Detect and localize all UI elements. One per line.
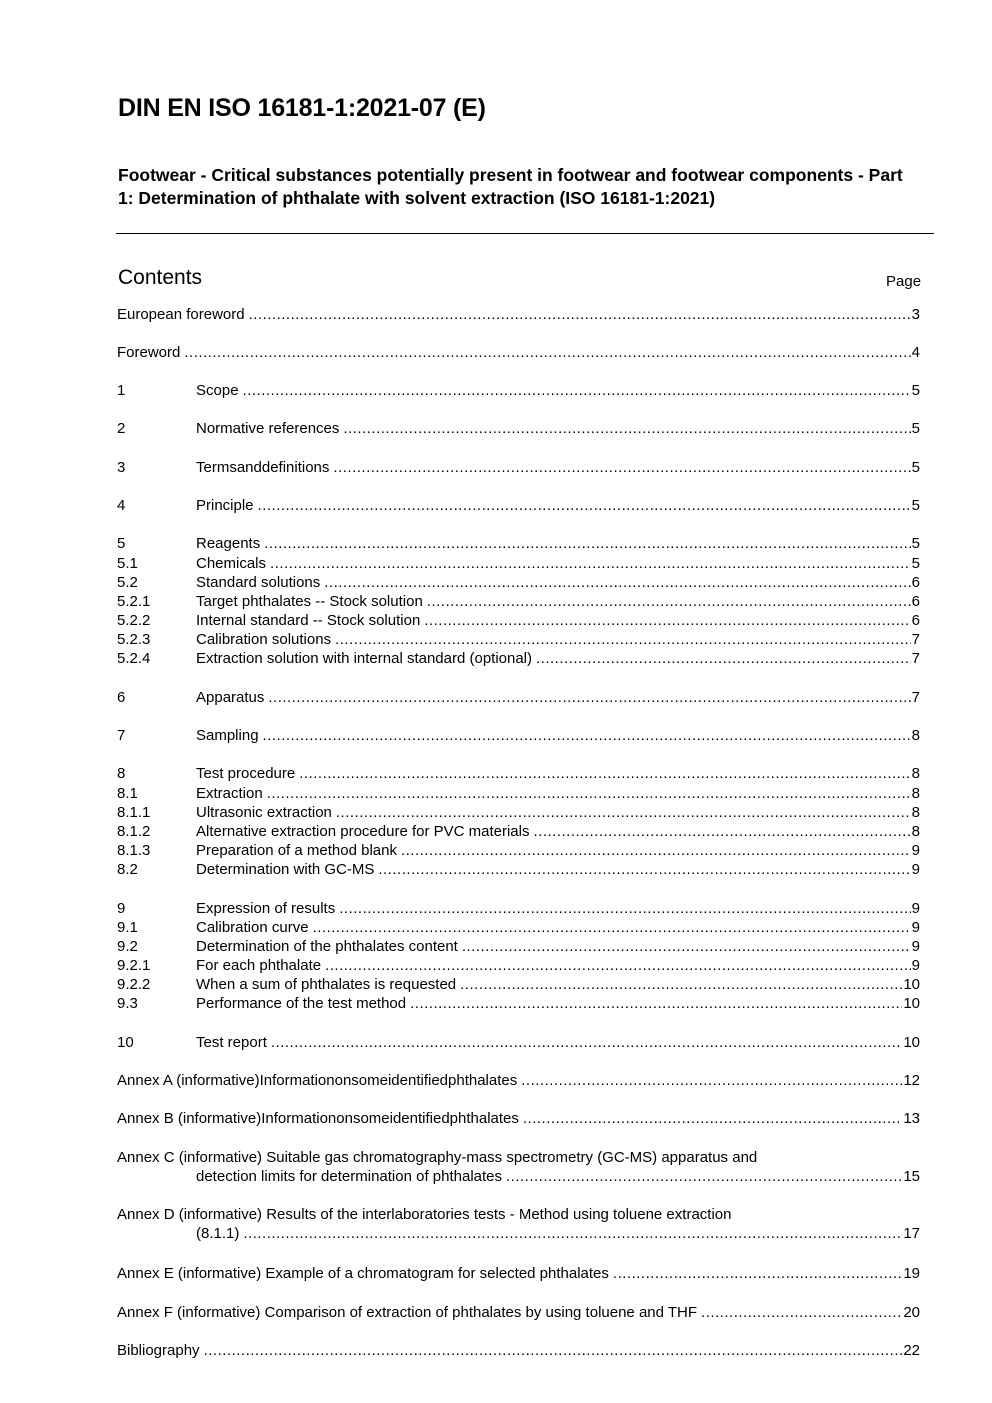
toc-entry-title: Annex A (informative)Informationonsomeidentifiedphthalates <box>117 1072 518 1089</box>
toc-leader-dots <box>271 1033 902 1052</box>
toc-page-number: 5 <box>911 497 920 514</box>
toc-entry-continuation[interactable] <box>117 1224 920 1243</box>
toc-leader-dots <box>335 630 911 649</box>
toc-entry-title: Expression of results <box>196 900 336 917</box>
toc-entry-title: Bibliography <box>117 1342 200 1359</box>
toc-entry-title: Target phthalates -- Stock solution <box>196 593 423 610</box>
toc-entry-title: Chemicals <box>196 555 267 572</box>
toc-section-number: 6 <box>117 689 126 706</box>
toc-entry[interactable] <box>117 458 920 477</box>
toc-entry[interactable] <box>117 784 920 803</box>
toc-entry-continuation[interactable] <box>117 1167 920 1186</box>
toc-section-number: 4 <box>117 497 126 514</box>
toc-entry[interactable] <box>117 841 920 860</box>
toc-page-number: 8 <box>911 804 920 821</box>
toc-entry-title: Calibration curve <box>196 919 309 936</box>
toc-entry[interactable] <box>117 305 920 324</box>
toc-entry-title: Sampling <box>196 727 259 744</box>
toc-section-number: 5.2.3 <box>117 631 151 648</box>
toc-section-number: 7 <box>117 727 126 744</box>
toc-page-number: 13 <box>903 1110 920 1127</box>
toc-leader-dots <box>249 305 911 324</box>
toc-leader-dots <box>258 496 911 515</box>
toc-entry-title: For each phthalate <box>196 957 322 974</box>
toc-entry-title: Normative references <box>196 420 340 437</box>
toc-page-number: 20 <box>903 1304 920 1321</box>
toc-leader-dots <box>264 534 910 553</box>
toc-entry-title: Annex F (informative) Comparison of extraction of phthalates by using toluene and THF <box>117 1304 698 1321</box>
toc-entry[interactable] <box>117 611 920 630</box>
toc-page-number: 6 <box>911 612 920 629</box>
toc-section-number: 5.2.4 <box>117 650 151 667</box>
toc-entry[interactable] <box>117 381 920 400</box>
toc-section-number: 9.2 <box>117 938 138 955</box>
toc-entry-title-continued: detection limits for determination of phthalates <box>196 1168 502 1185</box>
toc-page-number: 5 <box>911 420 920 437</box>
toc-leader-dots <box>378 860 910 879</box>
toc-leader-dots <box>613 1264 902 1283</box>
toc-page-number: 6 <box>911 574 920 591</box>
toc-page-number: 7 <box>911 689 920 706</box>
toc-entry-title: Annex B (informative)Informationonsomeidentifiedphthalates <box>117 1110 519 1127</box>
toc-leader-dots <box>243 1224 902 1243</box>
toc-entry[interactable] <box>117 1303 920 1322</box>
toc-entry-title: Preparation of a method blank <box>196 842 397 859</box>
toc-page-number: 22 <box>903 1342 920 1359</box>
toc-entry[interactable] <box>117 496 920 515</box>
toc-section-number: 5.2 <box>117 574 138 591</box>
toc-entry-title: Ultrasonic extraction <box>196 804 332 821</box>
toc-entry[interactable] <box>117 994 920 1013</box>
toc-page-number: 15 <box>903 1168 920 1185</box>
toc-leader-dots <box>325 956 911 975</box>
toc-entry-title: Extraction solution with internal standard (optional) <box>196 650 533 667</box>
toc-entry[interactable] <box>117 630 920 649</box>
toc-entry[interactable] <box>117 554 920 573</box>
toc-page-number: 5 <box>911 555 920 572</box>
toc-entry-title: Apparatus <box>196 689 265 706</box>
toc-entry[interactable] <box>117 573 920 592</box>
toc-entry-title: Reagents <box>196 535 261 552</box>
toc-entry[interactable] <box>117 592 920 611</box>
toc-page-number: 6 <box>911 593 920 610</box>
toc-section-number: 5.1 <box>117 555 138 572</box>
toc-leader-dots <box>401 841 911 860</box>
toc-leader-dots <box>324 573 910 592</box>
toc-section-number: 9 <box>117 900 126 917</box>
toc-entry[interactable] <box>117 343 920 362</box>
toc-entry[interactable] <box>117 803 920 822</box>
toc-entry[interactable] <box>117 419 920 438</box>
toc-page-number: 9 <box>911 957 920 974</box>
toc-entry[interactable] <box>117 899 920 918</box>
toc-entry[interactable] <box>117 975 920 994</box>
toc-section-number: 9.2.2 <box>117 976 151 993</box>
document-title: DIN EN ISO 16181-1:2021-07 (E) <box>118 94 486 122</box>
toc-leader-dots <box>204 1341 903 1360</box>
toc-entry[interactable] <box>117 822 920 841</box>
toc-entry-title: Determination of the phthalates content <box>196 938 458 955</box>
toc-leader-dots <box>263 726 911 745</box>
toc-leader-dots <box>424 611 910 630</box>
toc-entry[interactable] <box>117 534 920 553</box>
toc-entry-title: European foreword <box>117 306 245 323</box>
toc-entry[interactable] <box>117 1033 920 1052</box>
toc-page-number: 12 <box>903 1072 920 1089</box>
document-subtitle: Footwear - Critical substances potentially present in footwear and footwear components - Part 1: Determination of phthalate with solvent extraction (ISO 16181-1:2021) <box>118 165 903 208</box>
toc-leader-dots <box>339 899 910 918</box>
toc-section-number: 5 <box>117 535 126 552</box>
contents-heading: Contents <box>118 266 203 289</box>
toc-page-number: 9 <box>911 861 920 878</box>
page-column-heading: Page <box>886 273 922 290</box>
toc-entry-title: Alternative extraction procedure for PVC materials <box>196 823 530 840</box>
toc-leader-dots <box>701 1303 902 1322</box>
toc-entry[interactable] <box>117 649 920 668</box>
toc-leader-dots <box>336 803 911 822</box>
toc-entry[interactable] <box>117 937 920 956</box>
toc-section-number: 8 <box>117 765 126 782</box>
toc-leader-dots <box>299 764 910 783</box>
toc-entry-title: Determination with GC-MS <box>196 861 375 878</box>
toc-entry-title: Test procedure <box>196 765 296 782</box>
toc-entry-title: Test report <box>196 1034 267 1051</box>
toc-page-number: 10 <box>903 976 920 993</box>
toc-page-number: 10 <box>903 1034 920 1051</box>
toc-page-number: 9 <box>911 900 920 917</box>
toc-leader-dots <box>184 343 910 362</box>
title-divider <box>116 233 934 234</box>
toc-entry[interactable] <box>117 764 920 783</box>
toc-entry-title: Annex C (informative) Suitable gas chromatography-mass spectrometry (GC-MS) apparatus and <box>117 1149 758 1166</box>
toc-entry-title: Performance of the test method <box>196 995 407 1012</box>
toc-page-number: 5 <box>911 459 920 476</box>
toc-section-number: 10 <box>117 1034 134 1051</box>
toc-section-number: 3 <box>117 459 126 476</box>
toc-section-number: 8.1.3 <box>117 842 151 859</box>
toc-entry[interactable] <box>117 1148 920 1167</box>
toc-leader-dots <box>462 937 911 956</box>
toc-page-number: 9 <box>911 919 920 936</box>
toc-leader-dots <box>523 1109 902 1128</box>
toc-page-number: 5 <box>911 535 920 552</box>
toc-entry-title: Foreword <box>117 344 181 361</box>
toc-entry[interactable] <box>117 918 920 937</box>
toc-page-number: 10 <box>903 995 920 1012</box>
toc-entry-title: Standard solutions <box>196 574 321 591</box>
toc-leader-dots <box>343 419 910 438</box>
toc-entry[interactable] <box>117 726 920 745</box>
toc-page-number: 8 <box>911 785 920 802</box>
toc-leader-dots <box>313 918 911 937</box>
toc-entry[interactable] <box>117 1109 920 1128</box>
toc-entry[interactable] <box>117 1205 920 1224</box>
toc-entry[interactable] <box>117 688 920 707</box>
toc-section-number: 8.1.1 <box>117 804 151 821</box>
toc-section-number: 2 <box>117 420 126 437</box>
toc-entry-title: When a sum of phthalates is requested <box>196 976 457 993</box>
toc-page-number: 8 <box>911 727 920 744</box>
toc-section-number: 9.3 <box>117 995 138 1012</box>
toc-entry-title: Annex E (informative) Example of a chromatogram for selected phthalates <box>117 1265 609 1282</box>
toc-leader-dots <box>536 649 911 668</box>
toc-section-number: 9.1 <box>117 919 138 936</box>
toc-section-number: 8.2 <box>117 861 138 878</box>
toc-page-number: 19 <box>903 1265 920 1282</box>
toc-leader-dots <box>506 1167 902 1186</box>
toc-page-number: 8 <box>911 823 920 840</box>
toc-page-number: 4 <box>911 344 920 361</box>
toc-leader-dots <box>460 975 902 994</box>
toc-page-number: 7 <box>911 650 920 667</box>
toc-entry[interactable] <box>117 1264 920 1283</box>
toc-entry-title: Internal standard -- Stock solution <box>196 612 421 629</box>
toc-page-number: 8 <box>911 765 920 782</box>
toc-entry-title: Extraction <box>196 785 263 802</box>
toc-entry-title: Principle <box>196 497 254 514</box>
toc-leader-dots <box>243 381 911 400</box>
toc-page-number: 7 <box>911 631 920 648</box>
toc-entry[interactable] <box>117 1341 920 1360</box>
toc-entry-title: Termsanddefinitions <box>196 459 330 476</box>
toc-section-number: 5.2.2 <box>117 612 151 629</box>
toc-leader-dots <box>268 688 910 707</box>
toc-leader-dots <box>521 1071 902 1090</box>
toc-page-number: 9 <box>911 938 920 955</box>
toc-section-number: 5.2.1 <box>117 593 151 610</box>
toc-entry-title: Scope <box>196 382 239 399</box>
toc-entry-title: Annex D (informative) Results of the interlaboratories tests - Method using toluene extraction <box>117 1206 732 1223</box>
toc-entry[interactable] <box>117 860 920 879</box>
toc-leader-dots <box>270 554 911 573</box>
toc-entry-title-continued: (8.1.1) <box>196 1225 240 1242</box>
toc-section-number: 8.1.2 <box>117 823 151 840</box>
toc-section-number: 8.1 <box>117 785 138 802</box>
toc-entry[interactable] <box>117 956 920 975</box>
toc-section-number: 9.2.1 <box>117 957 151 974</box>
toc-entry[interactable] <box>117 1071 920 1090</box>
toc-leader-dots <box>333 458 910 477</box>
toc-leader-dots <box>427 592 911 611</box>
toc-leader-dots <box>267 784 911 803</box>
toc-page-number: 9 <box>911 842 920 859</box>
toc-section-number: 1 <box>117 382 126 399</box>
toc-leader-dots <box>533 822 910 841</box>
toc-page-number: 5 <box>911 382 920 399</box>
toc-entry-title: Calibration solutions <box>196 631 332 648</box>
toc-leader-dots <box>410 994 902 1013</box>
toc-page-number: 3 <box>911 306 920 323</box>
toc-page-number: 17 <box>903 1225 920 1242</box>
